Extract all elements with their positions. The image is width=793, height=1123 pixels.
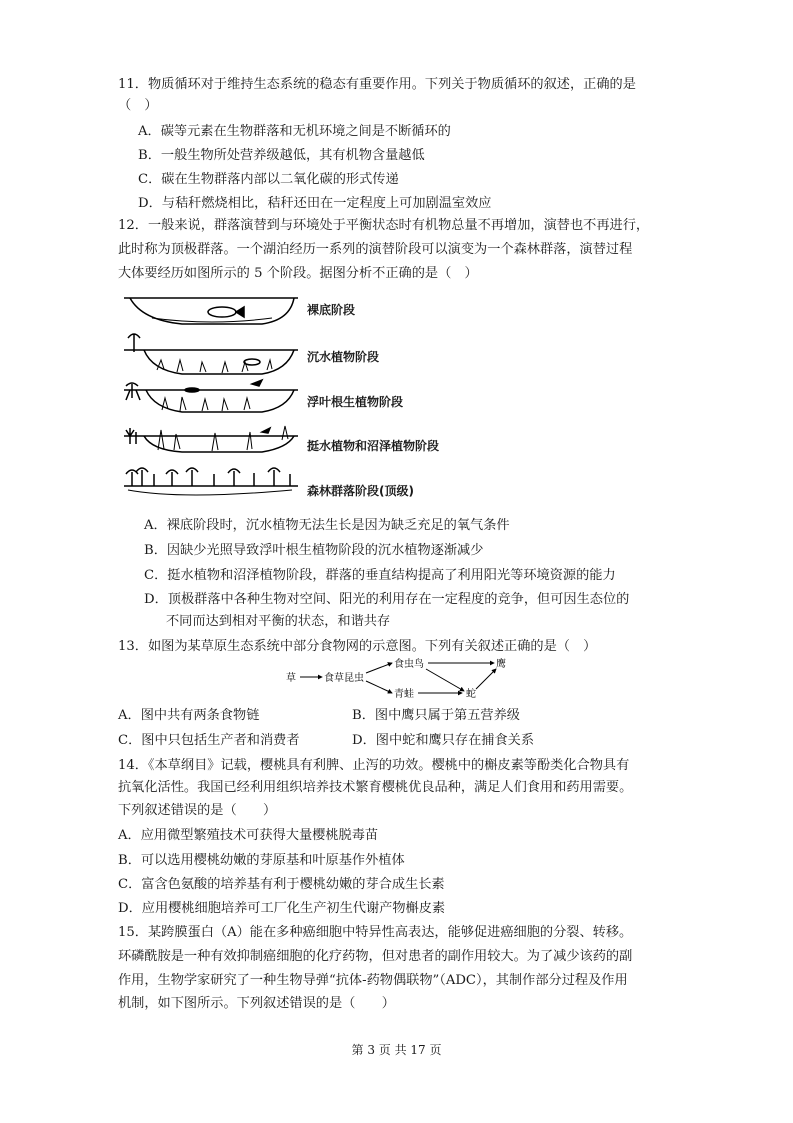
q13-option-a: A．图中共有两条食物链 bbox=[118, 708, 260, 723]
stage-label-1: 裸底阶段 bbox=[307, 303, 356, 317]
q13-option-c: C．图中只包括生产者和消费者 bbox=[118, 733, 300, 748]
q11-paren: （ ） bbox=[118, 98, 158, 113]
q14-stem-line-2: 抗氧化活性。我国已经利用组织培养技术繁育樱桃优良品种，满足人们食用和药用需要。 bbox=[118, 780, 633, 795]
q11-option-b: B．一般生物所处营养级越低，其有机物含量越低 bbox=[138, 148, 425, 163]
stage-3-basin bbox=[124, 380, 298, 412]
node-insect: 食草昆虫 bbox=[324, 673, 364, 684]
stage-label-5: 森林群落阶段(顶级) bbox=[307, 484, 414, 498]
page-footer: 第 3 页 共 17 页 bbox=[351, 1043, 442, 1057]
q14-option-a: A．应用微型繁殖技术可获得大量樱桃脱毒苗 bbox=[118, 828, 379, 843]
q12-option-b: B．因缺少光照导致浮叶根生植物阶段的沉水植物逐渐减少 bbox=[144, 543, 484, 558]
q12-option-d: D．顶极群落中各种生物对空间、阳光的利用存在一定程度的竞争，但可因生态位的 bbox=[144, 592, 630, 607]
node-snake: 蛇 bbox=[466, 689, 476, 700]
node-eagle: 鹰 bbox=[496, 659, 506, 670]
stage-label-2: 沉水植物阶段 bbox=[307, 350, 380, 364]
q14-option-c: C．富含色氨酸的培养基有利于樱桃幼嫩的芽合成生长素 bbox=[118, 877, 445, 892]
food-web-diagram bbox=[280, 655, 520, 703]
succession-figure bbox=[122, 290, 302, 515]
q11-option-a: A．碳等元素在生物群落和无机环境之间是不断循环的 bbox=[138, 124, 451, 139]
q12-option-d-cont: 不同而达到相对平衡的状态，和谐共存 bbox=[166, 614, 391, 629]
q11-option-c: C．碳在生物群落内部以二氧化碳的形式传递 bbox=[138, 172, 399, 187]
q14-option-d: D．应用樱桃细胞培养可工厂化生产初生代谢产物槲皮素 bbox=[118, 901, 446, 916]
q14-stem-line-1: 14．《本草纲目》记载，樱桃具有利脾、止泻的功效。樱桃中的槲皮素等酚类化合物具有 bbox=[118, 758, 630, 773]
q15-stem-line-2: 环磷酰胺是一种有效抑制癌细胞的化疗药物，但对患者的副作用较大。为了减少该药的副 bbox=[118, 949, 633, 964]
q12-stem-line-2: 此时称为顶极群落。一个湖泊经历一系列的演替阶段可以演变为一个森林群落，演替过程 bbox=[118, 242, 633, 257]
stage-1-basin bbox=[124, 298, 298, 324]
q11-option-d: D．与秸秆燃烧相比，秸秆还田在一定程度上可加剧温室效应 bbox=[138, 196, 492, 211]
q13-option-d: D．图中蛇和鹰只存在捕食关系 bbox=[352, 733, 535, 748]
q12-stem-line-3: 大体要经历如图所示的 5 个阶段。据图分析不正确的是（ ） bbox=[118, 266, 478, 281]
q15-stem-line-1: 15．某跨膜蛋白（A）能在多种癌细胞中特异性高表达，能够促进癌细胞的分裂、转移。 bbox=[118, 925, 633, 940]
stage-2-basin bbox=[124, 334, 298, 374]
node-bird: 食虫鸟 bbox=[394, 659, 424, 670]
q12-option-a: A．裸底阶段时，沉水植物无法生长是因为缺乏充足的氧气条件 bbox=[144, 518, 510, 533]
q15-stem-line-4: 机制，如下图所示。下列叙述错误的是（ ） bbox=[118, 996, 395, 1011]
q13-option-b: B．图中鹰只属于第五营养级 bbox=[352, 708, 520, 723]
node-frog: 青蛙 bbox=[394, 689, 414, 700]
stage-label-3: 浮叶根生植物阶段 bbox=[307, 395, 404, 409]
node-grass: 草 bbox=[286, 673, 296, 684]
q12-stem-line-1: 12．一般来说，群落演替到与环境处于平衡状态时有机物总量不再增加，演替也不再进行， bbox=[118, 218, 650, 233]
q14-option-b: B．可以选用樱桃幼嫩的芽原基和叶原基作外植体 bbox=[118, 853, 405, 868]
q11-stem: 11．物质循环对于维持生态系统的稳态有重要作用。下列关于物质循环的叙述，正确的是 bbox=[118, 77, 636, 92]
q13-stem: 13．如图为某草原生态系统中部分食物网的示意图。下列有关叙述正确的是（ ） bbox=[118, 639, 597, 654]
q12-option-c: C．挺水植物和沼泽植物阶段，群落的垂直结构提高了利用阳光等环境资源的能力 bbox=[144, 568, 616, 583]
stage-5-forest bbox=[124, 468, 298, 495]
stage-label-4: 挺水植物和沼泽植物阶段 bbox=[307, 439, 440, 453]
q15-stem-line-3: 作用，生物学家研究了一种生物导弹“抗体-药物偶联物”（ADC），其制作部分过程及作用 bbox=[118, 973, 628, 988]
q14-stem-line-3: 下列叙述错误的是（ ） bbox=[118, 803, 277, 818]
stage-4-basin bbox=[124, 426, 298, 452]
